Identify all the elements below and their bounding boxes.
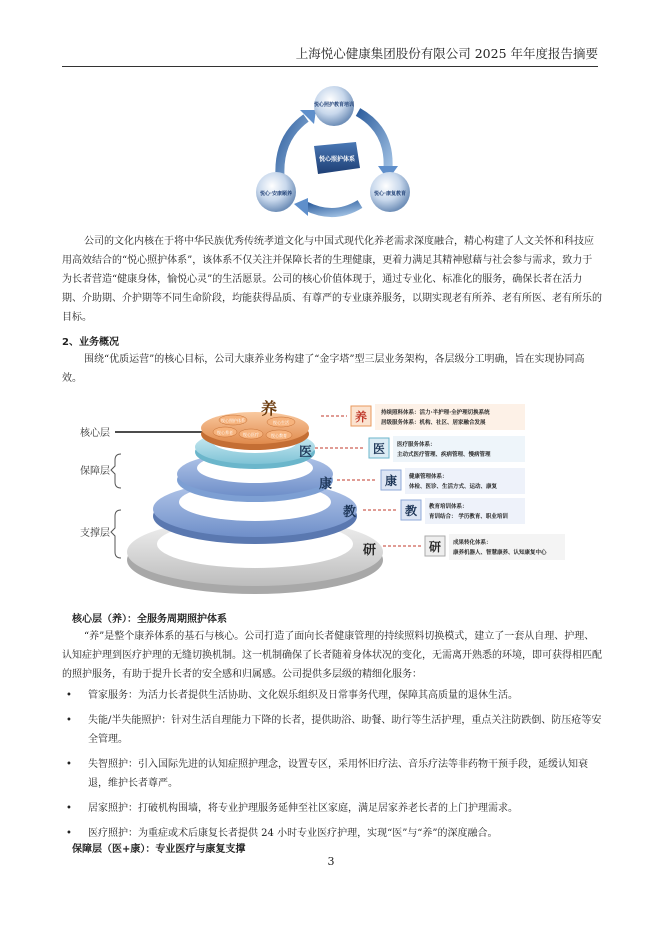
ring-char: 医 xyxy=(299,445,313,460)
item-line1: 医疗服务体系： xyxy=(397,442,436,448)
item-line1: 持续照料体系：活力·半护理·全护理切换系统 xyxy=(381,410,490,416)
list-item-text: 管家服务：为活力长者提供生活协助、文化娱乐组织及日常事务代理，保障其高质量的退休生活。 xyxy=(88,690,518,701)
top-label: 悦心生活 xyxy=(273,420,289,425)
ring-char: 康 xyxy=(319,477,333,492)
item-line1: 教育培训体系： xyxy=(429,504,468,510)
list-item xyxy=(62,686,602,705)
list-item-text: 居家照护：打破机构围墙，将专业护理服务延伸至社区家庭，满足居家养老长者的上门护理需求。 xyxy=(88,803,518,814)
item-line2: 居级服务体系：机构、社区、居家融合发展 xyxy=(381,420,486,426)
page-number: 3 xyxy=(327,855,335,868)
pyramid-item xyxy=(363,498,525,524)
list-item-text: 失能/半失能照护：针对生活自理能力下降的长者，提供助浴、助餐、助行等生活护理，重点关注防跌倒、防压疮等安全管理。 xyxy=(88,715,602,745)
cycle-center-label: 悦心照护体系 xyxy=(318,156,356,163)
bullet-dot: • xyxy=(66,715,72,726)
pyramid-layer-label: 支撑层 xyxy=(80,528,110,539)
bullet-dot: • xyxy=(66,803,72,814)
list-item-text: 医疗照护：为重症或术后康复长者提供 24 小时专业医疗护理，实现“医”与“养”的深度融合。 xyxy=(88,828,498,839)
top-label: 悦心照护体系 xyxy=(221,418,245,423)
item-line1: 成果转化体系： xyxy=(453,540,492,546)
list-item xyxy=(62,755,602,793)
top-label: 悦心医疗 xyxy=(243,432,259,437)
core-layer-paragraph: “养”是整个康养体系的基石与核心。公司打造了面向长者健康管理的持续照料切换模式，建立了一套从自理、护理、认知症护理到医疗护理的无缝切换机制。这一机制确保了长者随着身体状况的变化，无需离开熟悉的环境，即可获得相匹配的照护服务，有助于提升长者的安全感和归属感。公司提供多层级的精细化服务： xyxy=(62,631,602,680)
pyramid-item xyxy=(315,436,525,462)
item-panel xyxy=(425,498,525,524)
section-heading: 2、业务概况 xyxy=(62,337,119,348)
item-panel xyxy=(405,468,525,494)
ring-char: 养 xyxy=(261,399,278,418)
pyramid-item xyxy=(383,534,565,560)
header-rule xyxy=(62,66,598,67)
item-badge-char: 研 xyxy=(428,540,442,554)
cycle-arrow xyxy=(358,112,388,168)
item-panel xyxy=(449,534,565,560)
item-line2: 康养机器人、智慧康养、认知康复中心 xyxy=(453,550,547,556)
item-line2: 体检、医诊、生活方式、运动、康复 xyxy=(409,484,498,490)
item-line1: 健康管理体系： xyxy=(409,474,448,480)
ring-char: 教 xyxy=(343,505,357,520)
ring-char: 研 xyxy=(363,543,377,558)
list-item xyxy=(62,799,602,818)
item-panel xyxy=(375,404,525,430)
pyramid-item xyxy=(321,404,525,430)
pyramid-diagram xyxy=(75,392,585,602)
pyramid-layer-label: 保障层 xyxy=(80,466,110,477)
cycle-diagram xyxy=(250,80,420,228)
cycle-arrow-head xyxy=(294,198,308,216)
item-line2: 育训结合： 学历教育、职业培训 xyxy=(429,514,508,520)
cycle-arrow xyxy=(306,204,360,213)
layer-bracket xyxy=(111,510,121,558)
pyramid-item xyxy=(337,468,525,494)
item-badge-char: 养 xyxy=(354,410,368,424)
top-label: 悦心教育 xyxy=(271,433,287,438)
layer-bracket xyxy=(111,454,121,488)
cycle-node-label: 悦心照护教育培训 xyxy=(313,102,355,108)
item-panel xyxy=(393,436,525,462)
bullet-dot: • xyxy=(66,828,72,839)
list-item-text: 失智照护：引入国际先进的认知症照护理念，设置专区，采用怀旧疗法、音乐疗法等非药物干预手段，延缓认知衰退，维护长者尊严。 xyxy=(88,759,588,789)
page-header: 上海悦心健康集团股份有限公司 2025 年年度报告摘要 xyxy=(295,46,598,61)
section-paragraph: 围绕“优质运营”的核心目标，公司大康养业务构建了“金字塔”型三层业务架构，各层级分工明确，旨在实现协同高效。 xyxy=(62,354,585,384)
top-label: 悦心养老 xyxy=(217,430,233,435)
item-badge-char: 教 xyxy=(404,504,418,518)
support-layer-heading: 保障层（医+康）：专业医疗与康复支撑 xyxy=(72,844,246,855)
list-item xyxy=(62,711,602,749)
intro-paragraph: 公司的文化内核在于将中华民族优秀传统孝道文化与中国式现代化养老需求深度融合，精心构建了人文关怀和科技应用高效结合的“悦心照护体系”，该体系不仅关注并保障长者的生理健康，更着力满足其精神慰藉与社会参与需求，致力于为长者营造“健康身体，愉悦心灵”的生活愿景。公司的核心价值体现于，通过专业化、标准化的服务，确保长者在活力期、介助期、介护期等不同生命阶段，均能获得品质、有尊严的专业康养服务，以期实现老有所养、老有所医、老有所乐的目标。 xyxy=(62,236,602,323)
service-list xyxy=(62,686,602,849)
item-badge-char: 医 xyxy=(372,442,386,456)
cycle-node-label: 悦心·安康颐养 xyxy=(260,191,292,197)
cycle-arrow xyxy=(280,118,306,176)
cycle-node-label: 悦心·康复教育 xyxy=(374,191,406,197)
core-layer-heading: 核心层（养）：全服务周期照护体系 xyxy=(72,614,227,625)
bullet-dot: • xyxy=(66,759,72,770)
item-badge-char: 康 xyxy=(384,474,398,488)
bullet-dot: • xyxy=(66,690,72,701)
item-line2: 主动式医疗管理、疾病管理、慢病管理 xyxy=(397,452,491,458)
pyramid-layer-label: 核心层 xyxy=(80,428,110,439)
